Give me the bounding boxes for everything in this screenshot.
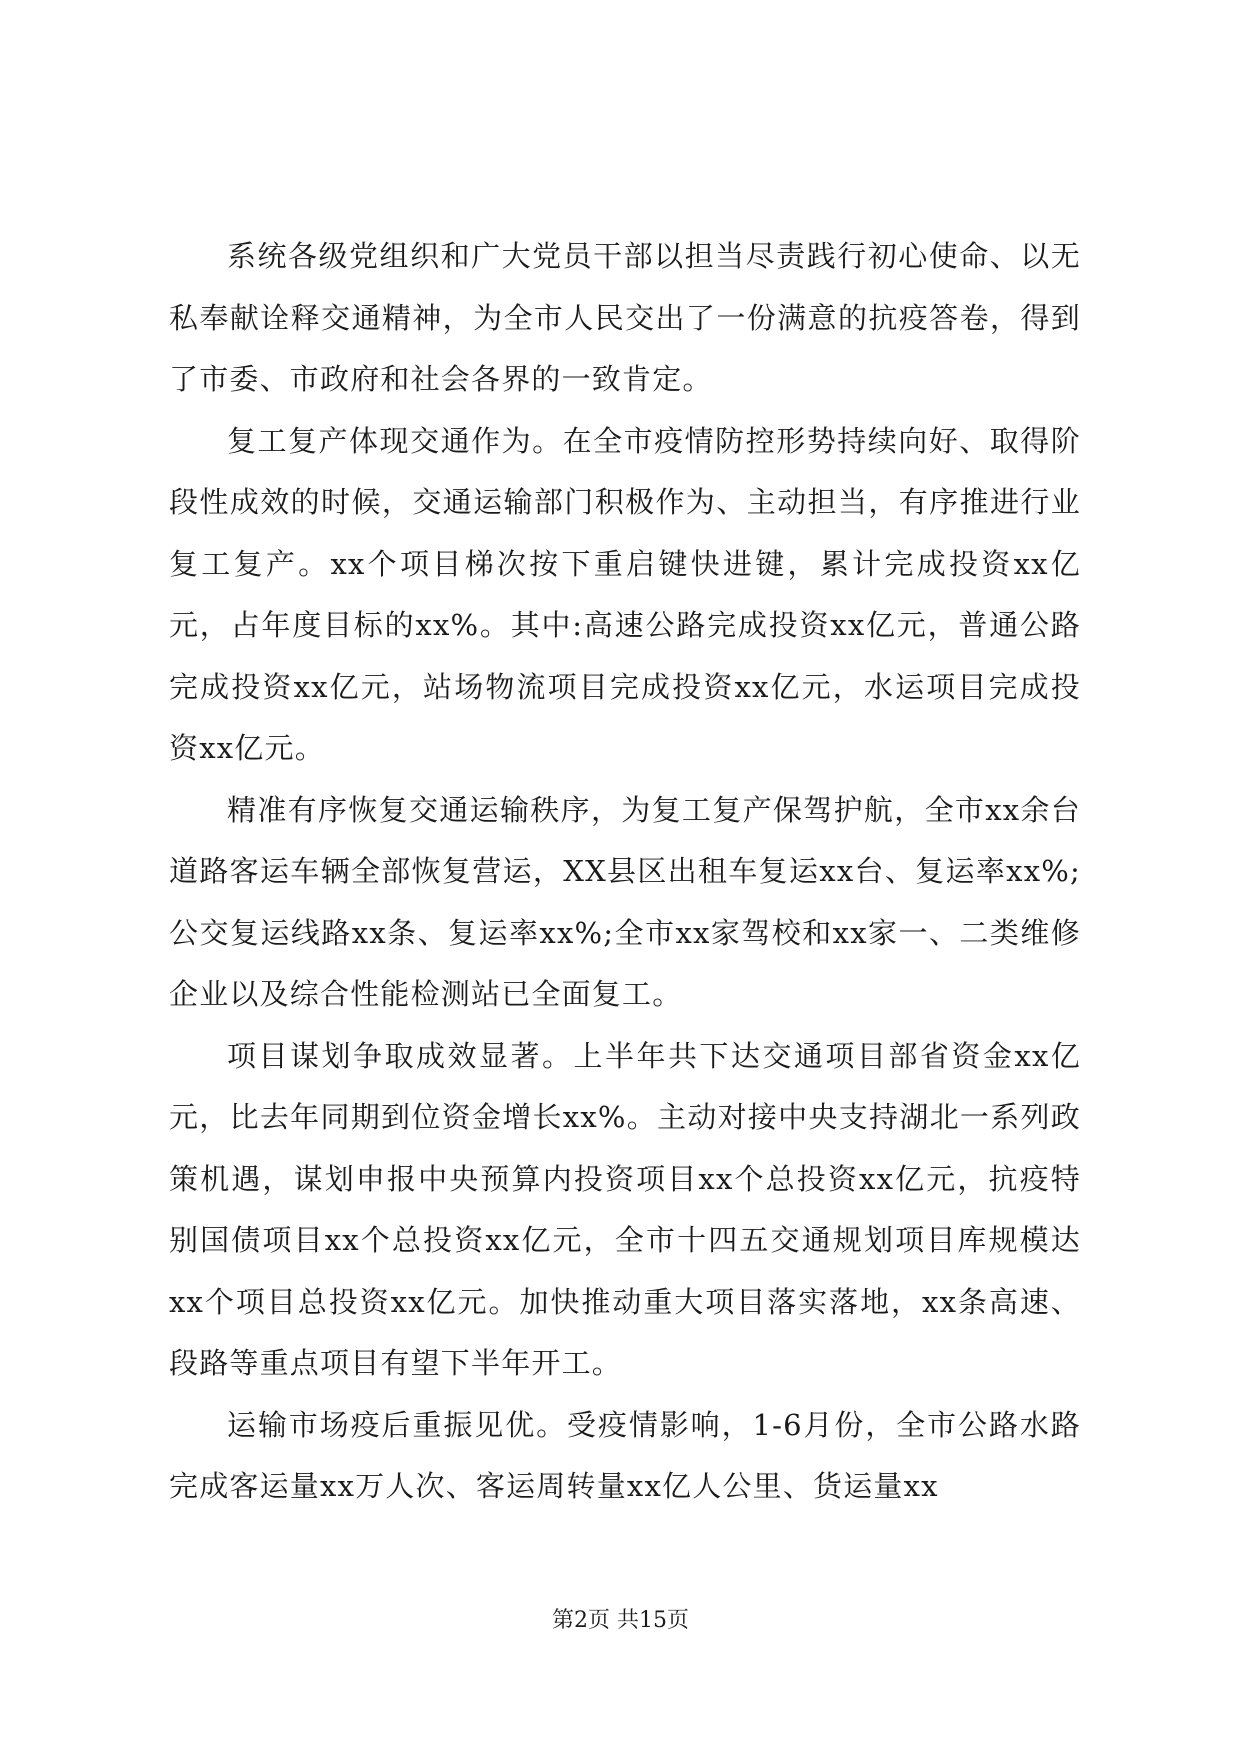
paragraph-1: 系统各级党组织和广大党员干部以担当尽责践行初心使命、以无私奉献诠释交通精神，为全市人民交出了一份满意的抗疫答卷，得到了市委、市政府和社会各界的一致肯定。 — [169, 239, 1081, 396]
paragraph-2: 复工复产体现交通作为。在全市疫情防控形势持续向好、取得阶段性成效的时候，交通运输部门积极作为、主动担当，有序推进行业复工复产。xx个项目梯次按下重启键快进键，累计完成投资xx亿元，占年度目标的xx%。其中:高速公路完成投资xx亿元，普通公路完成投资xx亿元，站场物流项目完成投资xx亿元，水运项目完成投资xx亿元。 — [169, 423, 1081, 765]
page-number: 第2页 共15页 — [552, 1608, 689, 1633]
paragraph-3: 精准有序恢复交通运输秩序，为复工复产保驾护航，全市xx余台道路客运车辆全部恢复营运，XX县区出租车复运xx台、复运率xx%;公交复运线路xx条、复运率xx%;全市xx家驾校和xx家一、二类维修企业以及综合性能检测站已全面复工。 — [169, 792, 1081, 1011]
paragraph-4: 项目谋划争取成效显著。上半年共下达交通项目部省资金xx亿元，比去年同期到位资金增长xx%。主动对接中央支持湖北一系列政策机遇，谋划申报中央预算内投资项目xx个总投资xx亿元，抗疫特别国债项目xx个总投资xx亿元，全市十四五交通规划项目库规模达xx个项目总投资xx亿元。加快推动重大项目落实落地，xx条高速、段路等重点项目有望下半年开工。 — [169, 1038, 1081, 1380]
document-body — [169, 226, 1081, 1518]
paragraph-5: 运输市场疫后重振见优。受疫情影响，1-6月份，全市公路水路完成客运量xx万人次、客运周转量xx亿人公里、货运量xx — [169, 1407, 1081, 1503]
